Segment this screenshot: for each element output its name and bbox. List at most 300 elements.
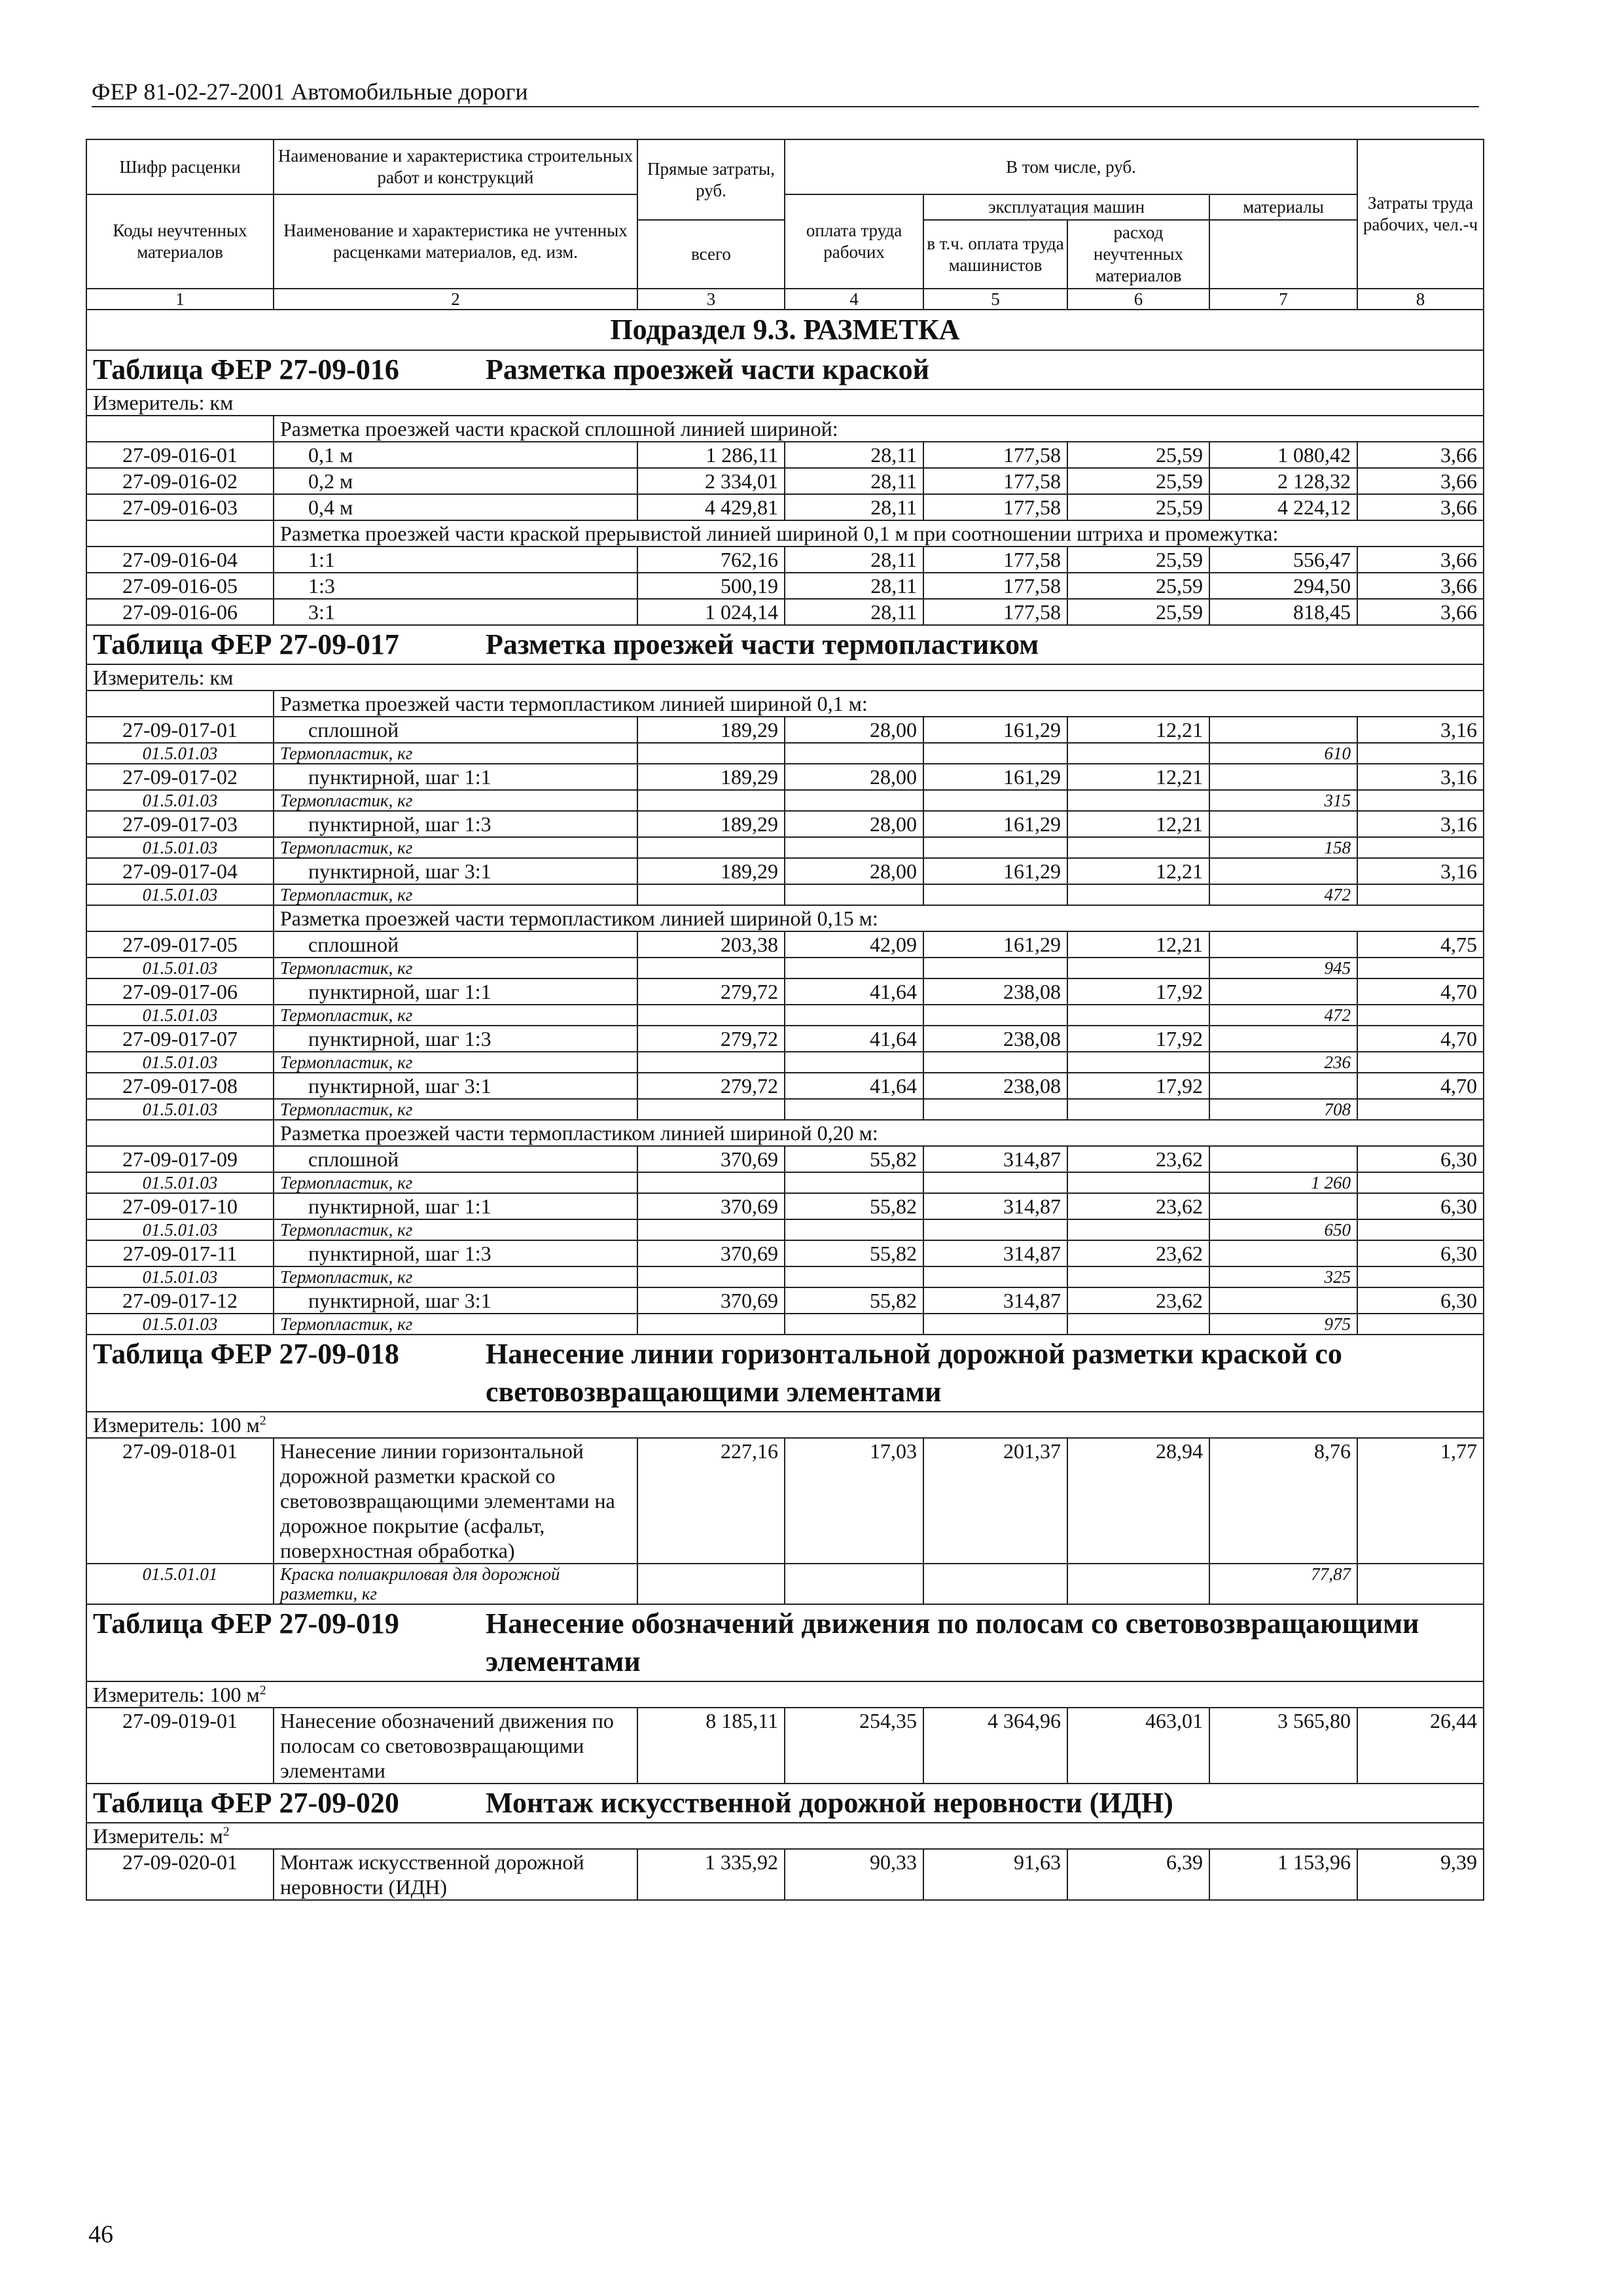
labor-pay: 41,64 xyxy=(785,978,923,1005)
table-row xyxy=(86,858,1484,884)
material-code: 01.5.01.03 xyxy=(86,958,274,978)
rate-name: Нанесение линии горизонтальной дорожной разметки краской со световозвращающими элементами на дорожное покрытие (асфальт, поверхностная обработка) xyxy=(274,1438,637,1564)
material-code: 01.5.01.03 xyxy=(86,884,274,905)
materials-cost xyxy=(1209,931,1357,958)
col-header-machines: эксплуатация машин xyxy=(923,194,1209,220)
table-row xyxy=(86,978,1484,1005)
labor-pay: 90,33 xyxy=(785,1849,923,1900)
table-row xyxy=(86,1193,1484,1219)
machine-total: 161,29 xyxy=(923,858,1067,884)
table-name: Нанесение обозначений движения по полосам со световозвращающими элементами xyxy=(486,1607,1419,1677)
measure-unit xyxy=(86,664,1484,691)
direct-cost: 8 185,11 xyxy=(637,1708,785,1784)
material-qty: 945 xyxy=(1209,958,1357,978)
measure-row xyxy=(86,1823,1484,1849)
direct-cost: 1 335,92 xyxy=(637,1849,785,1900)
labor-pay: 41,64 xyxy=(785,1026,923,1052)
table-row xyxy=(86,811,1484,837)
worker-hours: 3,16 xyxy=(1357,811,1484,837)
rate-name: пунктирной, шаг 1:3 xyxy=(274,1026,637,1052)
empty-cell xyxy=(785,743,923,764)
empty-cell xyxy=(1357,1172,1484,1193)
machine-labor: 6,39 xyxy=(1067,1849,1209,1900)
rate-code: 27-09-016-02 xyxy=(86,468,274,494)
col-number: 7 xyxy=(1209,289,1357,310)
direct-cost: 227,16 xyxy=(637,1438,785,1564)
col-header-incl: В том числе, руб. xyxy=(785,139,1357,194)
table-row xyxy=(86,573,1484,599)
material-qty: 610 xyxy=(1209,743,1357,764)
empty-cell xyxy=(923,1564,1067,1604)
worker-hours: 3,66 xyxy=(1357,573,1484,599)
group-label: Разметка проезжей части краской прерывистой линией шириной 0,1 м при соотношении штриха и промежутка: xyxy=(274,520,1484,547)
empty-cell xyxy=(923,1172,1067,1193)
labor-pay: 28,00 xyxy=(785,858,923,884)
rate-name: пунктирной, шаг 1:3 xyxy=(274,811,637,837)
empty-cell xyxy=(1357,790,1484,811)
measure-row xyxy=(86,664,1484,691)
material-name: Термопластик, кг xyxy=(274,1172,637,1193)
empty-cell xyxy=(785,1564,923,1604)
empty-cell xyxy=(1357,743,1484,764)
labor-pay: 28,11 xyxy=(785,547,923,573)
material-qty: 158 xyxy=(1209,837,1357,858)
measure-text: Измеритель: м xyxy=(93,1824,223,1848)
group-label: Разметка проезжей части краской сплошной линией шириной: xyxy=(274,416,1484,442)
measure-text: Измеритель: км xyxy=(93,391,234,414)
empty-cell xyxy=(1357,958,1484,978)
rate-code: 27-09-016-01 xyxy=(86,442,274,468)
col-number: 3 xyxy=(637,289,785,310)
table-code: Таблица ФЕР 27-09-020 xyxy=(93,1787,399,1819)
worker-hours: 3,16 xyxy=(1357,858,1484,884)
machine-total: 161,29 xyxy=(923,717,1067,743)
group-row xyxy=(86,520,1484,547)
empty-cell xyxy=(1067,743,1209,764)
machine-total: 161,29 xyxy=(923,811,1067,837)
empty-cell xyxy=(923,1052,1067,1073)
empty-cell xyxy=(785,958,923,978)
rate-code: 27-09-016-05 xyxy=(86,573,274,599)
col-header-code: Шифр расценки xyxy=(86,139,274,194)
group-row xyxy=(86,691,1484,717)
rate-code: 27-09-020-01 xyxy=(86,1849,274,1900)
col-header-mach-total: всего xyxy=(637,220,785,289)
group-row xyxy=(86,905,1484,931)
empty-cell xyxy=(785,884,923,905)
measure-unit xyxy=(86,389,1484,416)
machine-total: 177,58 xyxy=(923,442,1067,468)
direct-cost: 370,69 xyxy=(637,1146,785,1172)
table-row xyxy=(86,1073,1484,1099)
direct-cost: 4 429,81 xyxy=(637,494,785,520)
material-qty: 650 xyxy=(1209,1219,1357,1240)
rate-name: пунктирной, шаг 1:1 xyxy=(274,978,637,1005)
material-qty: 325 xyxy=(1209,1266,1357,1287)
material-code: 01.5.01.03 xyxy=(86,790,274,811)
col-number: 1 xyxy=(86,289,274,310)
worker-hours: 4,70 xyxy=(1357,978,1484,1005)
section-row xyxy=(86,310,1484,350)
rate-name: 1:1 xyxy=(274,547,637,573)
machine-total: 238,08 xyxy=(923,1026,1067,1052)
empty-cell xyxy=(1067,837,1209,858)
machine-labor: 23,62 xyxy=(1067,1240,1209,1266)
rate-code: 27-09-017-08 xyxy=(86,1073,274,1099)
material-code: 01.5.01.03 xyxy=(86,1005,274,1026)
direct-cost: 189,29 xyxy=(637,858,785,884)
material-name: Термопластик, кг xyxy=(274,743,637,764)
materials-cost: 818,45 xyxy=(1209,599,1357,625)
table-title-row xyxy=(86,1335,1484,1412)
material-row xyxy=(86,743,1484,764)
materials-cost xyxy=(1209,1026,1357,1052)
empty-cell xyxy=(1067,958,1209,978)
worker-hours: 3,66 xyxy=(1357,494,1484,520)
empty-cell xyxy=(1357,837,1484,858)
col-header-workers: Затраты труда рабочих, чел.-ч xyxy=(1357,139,1484,289)
machine-total: 177,58 xyxy=(923,547,1067,573)
material-qty: 708 xyxy=(1209,1099,1357,1120)
rate-code: 27-09-017-06 xyxy=(86,978,274,1005)
empty-cell xyxy=(785,1219,923,1240)
machine-total: 314,87 xyxy=(923,1193,1067,1219)
empty-cell xyxy=(637,884,785,905)
group-row xyxy=(86,416,1484,442)
labor-pay: 55,82 xyxy=(785,1240,923,1266)
material-code: 01.5.01.03 xyxy=(86,1314,274,1335)
machine-labor: 25,59 xyxy=(1067,547,1209,573)
table-code: Таблица ФЕР 27-09-017 xyxy=(93,628,399,660)
table-name: Разметка проезжей части термопластиком xyxy=(486,628,1039,660)
materials-cost xyxy=(1209,811,1357,837)
material-row xyxy=(86,1005,1484,1026)
table-row xyxy=(86,931,1484,958)
material-qty: 472 xyxy=(1209,1005,1357,1026)
col-number: 8 xyxy=(1357,289,1484,310)
group-spacer xyxy=(86,1120,274,1146)
empty-cell xyxy=(923,790,1067,811)
empty-cell xyxy=(637,1219,785,1240)
empty-cell xyxy=(923,1219,1067,1240)
table-code: Таблица ФЕР 27-09-016 xyxy=(93,353,399,386)
worker-hours: 26,44 xyxy=(1357,1708,1484,1784)
empty-cell xyxy=(785,1005,923,1026)
material-row xyxy=(86,1099,1484,1120)
rate-code: 27-09-017-12 xyxy=(86,1287,274,1314)
empty-cell xyxy=(637,1266,785,1287)
empty-cell xyxy=(785,837,923,858)
table-row xyxy=(86,547,1484,573)
rate-name: сплошной xyxy=(274,717,637,743)
material-qty: 975 xyxy=(1209,1314,1357,1335)
materials-cost: 294,50 xyxy=(1209,573,1357,599)
materials-cost: 4 224,12 xyxy=(1209,494,1357,520)
worker-hours: 6,30 xyxy=(1357,1193,1484,1219)
material-row xyxy=(86,958,1484,978)
empty-cell xyxy=(1357,1266,1484,1287)
machine-labor: 12,21 xyxy=(1067,931,1209,958)
empty-cell xyxy=(1357,1564,1484,1604)
labor-pay: 41,64 xyxy=(785,1073,923,1099)
worker-hours: 3,16 xyxy=(1357,717,1484,743)
table-title xyxy=(86,625,1484,664)
empty-cell xyxy=(1067,1172,1209,1193)
labor-pay: 17,03 xyxy=(785,1438,923,1564)
table-title xyxy=(86,350,1484,389)
rate-code: 27-09-017-05 xyxy=(86,931,274,958)
material-name: Термопластик, кг xyxy=(274,1219,637,1240)
machine-labor: 17,92 xyxy=(1067,1073,1209,1099)
group-label: Разметка проезжей части термопластиком линией шириной 0,20 м: xyxy=(274,1120,1484,1146)
material-name: Краска полиакриловая для дорожной разметки, кг xyxy=(274,1564,637,1604)
materials-cost: 556,47 xyxy=(1209,547,1357,573)
materials-cost xyxy=(1209,858,1357,884)
table-code: Таблица ФЕР 27-09-018 xyxy=(93,1338,399,1370)
table-title-row xyxy=(86,1604,1484,1681)
machine-total: 177,58 xyxy=(923,494,1067,520)
direct-cost: 203,38 xyxy=(637,931,785,958)
materials-cost xyxy=(1209,1193,1357,1219)
direct-cost: 1 024,14 xyxy=(637,599,785,625)
col-header-mat-expense: расход неучтенных материалов xyxy=(1067,220,1209,289)
empty-cell xyxy=(637,790,785,811)
rate-name: пунктирной, шаг 1:1 xyxy=(274,764,637,790)
machine-total: 201,37 xyxy=(923,1438,1067,1564)
rate-code: 27-09-017-01 xyxy=(86,717,274,743)
material-name: Термопластик, кг xyxy=(274,1099,637,1120)
rate-code: 27-09-016-06 xyxy=(86,599,274,625)
machine-labor: 25,59 xyxy=(1067,442,1209,468)
empty-cell xyxy=(785,1314,923,1335)
worker-hours: 3,66 xyxy=(1357,547,1484,573)
labor-pay: 254,35 xyxy=(785,1708,923,1784)
machine-total: 314,87 xyxy=(923,1287,1067,1314)
page-header: ФЕР 81-02-27-2001 Автомобильные дороги xyxy=(92,77,1479,107)
direct-cost: 189,29 xyxy=(637,717,785,743)
machine-labor: 25,59 xyxy=(1067,573,1209,599)
empty-cell xyxy=(923,837,1067,858)
machine-labor: 23,62 xyxy=(1067,1146,1209,1172)
rate-name: сплошной xyxy=(274,931,637,958)
col-header-direct: Прямые затраты, руб. xyxy=(637,139,785,220)
materials-cost: 8,76 xyxy=(1209,1438,1357,1564)
rate-code: 27-09-017-04 xyxy=(86,858,274,884)
empty-cell xyxy=(637,837,785,858)
empty-cell xyxy=(637,1005,785,1026)
header-row-1 xyxy=(86,139,1484,194)
empty-cell xyxy=(923,1314,1067,1335)
col-header-labor-pay: оплата труда рабочих xyxy=(785,194,923,289)
column-numbers-row xyxy=(86,289,1484,310)
material-qty: 1 260 xyxy=(1209,1172,1357,1193)
table-row xyxy=(86,1146,1484,1172)
table-title xyxy=(86,1784,1484,1823)
machine-labor: 12,21 xyxy=(1067,858,1209,884)
materials-cost xyxy=(1209,1240,1357,1266)
materials-cost xyxy=(1209,1287,1357,1314)
material-row xyxy=(86,1314,1484,1335)
machine-labor: 25,59 xyxy=(1067,468,1209,494)
machine-labor: 17,92 xyxy=(1067,1026,1209,1052)
material-code: 01.5.01.01 xyxy=(86,1564,274,1604)
col-header-mach-labor: в т.ч. оплата труда машинистов xyxy=(923,220,1067,289)
rate-code: 27-09-017-03 xyxy=(86,811,274,837)
empty-cell xyxy=(785,790,923,811)
material-code: 01.5.01.03 xyxy=(86,1052,274,1073)
measure-text: Измеритель: 100 м xyxy=(93,1683,260,1706)
rate-name: пунктирной, шаг 3:1 xyxy=(274,1073,637,1099)
material-name: Термопластик, кг xyxy=(274,837,637,858)
table-row xyxy=(86,1708,1484,1784)
group-spacer xyxy=(86,905,274,931)
machine-total: 177,58 xyxy=(923,573,1067,599)
material-qty: 236 xyxy=(1209,1052,1357,1073)
material-row xyxy=(86,1219,1484,1240)
material-code: 01.5.01.03 xyxy=(86,1172,274,1193)
worker-hours: 6,30 xyxy=(1357,1287,1484,1314)
material-qty: 315 xyxy=(1209,790,1357,811)
group-spacer xyxy=(86,520,274,547)
table-title-row xyxy=(86,625,1484,664)
direct-cost: 279,72 xyxy=(637,978,785,1005)
rate-name: сплошной xyxy=(274,1146,637,1172)
empty-cell xyxy=(1357,1219,1484,1240)
table-row xyxy=(86,468,1484,494)
machine-total: 161,29 xyxy=(923,764,1067,790)
rate-name: пунктирной, шаг 1:3 xyxy=(274,1240,637,1266)
labor-pay: 28,00 xyxy=(785,717,923,743)
machine-labor: 28,94 xyxy=(1067,1438,1209,1564)
rate-code: 27-09-017-02 xyxy=(86,764,274,790)
material-code: 01.5.01.03 xyxy=(86,837,274,858)
machine-total: 161,29 xyxy=(923,931,1067,958)
direct-cost: 500,19 xyxy=(637,573,785,599)
material-row xyxy=(86,1266,1484,1287)
rate-code: 27-09-017-07 xyxy=(86,1026,274,1052)
table-row xyxy=(86,1026,1484,1052)
table-title-row xyxy=(86,350,1484,389)
group-spacer xyxy=(86,416,274,442)
empty-cell xyxy=(785,1266,923,1287)
materials-cost xyxy=(1209,764,1357,790)
worker-hours: 6,30 xyxy=(1357,1146,1484,1172)
direct-cost: 189,29 xyxy=(637,811,785,837)
material-name: Термопластик, кг xyxy=(274,958,637,978)
col-number: 4 xyxy=(785,289,923,310)
empty-cell xyxy=(637,1564,785,1604)
direct-cost: 279,72 xyxy=(637,1026,785,1052)
table-code: Таблица ФЕР 27-09-019 xyxy=(93,1607,399,1640)
rate-name: 1:3 xyxy=(274,573,637,599)
material-code: 01.5.01.03 xyxy=(86,743,274,764)
price-table xyxy=(86,139,1484,1901)
materials-cost xyxy=(1209,978,1357,1005)
worker-hours: 6,30 xyxy=(1357,1240,1484,1266)
rate-name: Монтаж искусственной дорожной неровности (ИДН) xyxy=(274,1849,637,1900)
direct-cost: 370,69 xyxy=(637,1193,785,1219)
col-header-unaccounted-names: Наименование и характеристика не учтенных расценками материалов, ед. изм. xyxy=(274,194,637,289)
empty-cell xyxy=(1067,1052,1209,1073)
empty-cell xyxy=(1357,1099,1484,1120)
machine-total: 4 364,96 xyxy=(923,1708,1067,1784)
measure-text: Измеритель: км xyxy=(93,666,234,689)
worker-hours: 3,66 xyxy=(1357,442,1484,468)
machine-total: 314,87 xyxy=(923,1146,1067,1172)
empty-cell xyxy=(785,1099,923,1120)
labor-pay: 55,82 xyxy=(785,1287,923,1314)
machine-labor: 17,92 xyxy=(1067,978,1209,1005)
empty-cell xyxy=(923,1005,1067,1026)
table-row xyxy=(86,1438,1484,1564)
material-name: Термопластик, кг xyxy=(274,1005,637,1026)
measure-row xyxy=(86,389,1484,416)
machine-labor: 12,21 xyxy=(1067,764,1209,790)
material-qty: 77,87 xyxy=(1209,1564,1357,1604)
labor-pay: 28,11 xyxy=(785,468,923,494)
material-name: Термопластик, кг xyxy=(274,884,637,905)
materials-cost xyxy=(1209,1073,1357,1099)
direct-cost: 279,72 xyxy=(637,1073,785,1099)
rate-code: 27-09-017-09 xyxy=(86,1146,274,1172)
table-row xyxy=(86,494,1484,520)
rate-name: 0,1 м xyxy=(274,442,637,468)
machine-total: 238,08 xyxy=(923,978,1067,1005)
group-label: Разметка проезжей части термопластиком линией шириной 0,1 м: xyxy=(274,691,1484,717)
empty-cell xyxy=(1067,790,1209,811)
material-row xyxy=(86,790,1484,811)
empty-cell xyxy=(1357,1052,1484,1073)
worker-hours: 4,70 xyxy=(1357,1026,1484,1052)
empty-cell xyxy=(785,1172,923,1193)
empty-cell xyxy=(637,1099,785,1120)
col-number: 2 xyxy=(274,289,637,310)
table-row xyxy=(86,599,1484,625)
material-code: 01.5.01.03 xyxy=(86,1266,274,1287)
labor-pay: 28,00 xyxy=(785,811,923,837)
materials-cost: 1 080,42 xyxy=(1209,442,1357,468)
labor-pay: 28,00 xyxy=(785,764,923,790)
rate-name: Нанесение обозначений движения по полосам со световозвращающими элементами xyxy=(274,1708,637,1784)
table-row xyxy=(86,764,1484,790)
measure-exponent: 2 xyxy=(223,1824,230,1839)
labor-pay: 28,11 xyxy=(785,599,923,625)
machine-labor: 12,21 xyxy=(1067,811,1209,837)
worker-hours: 3,16 xyxy=(1357,764,1484,790)
rate-name: 0,4 м xyxy=(274,494,637,520)
table-title-row xyxy=(86,1784,1484,1823)
empty-cell xyxy=(1067,1314,1209,1335)
material-name: Термопластик, кг xyxy=(274,1314,637,1335)
measure-text: Измеритель: 100 м xyxy=(93,1413,260,1437)
measure-exponent: 2 xyxy=(259,1683,266,1698)
group-row xyxy=(86,1120,1484,1146)
material-code: 01.5.01.03 xyxy=(86,1099,274,1120)
table-title xyxy=(86,1335,1484,1412)
direct-cost: 370,69 xyxy=(637,1240,785,1266)
direct-cost: 1 286,11 xyxy=(637,442,785,468)
direct-cost: 2 334,01 xyxy=(637,468,785,494)
material-name: Термопластик, кг xyxy=(274,1052,637,1073)
machine-total: 91,63 xyxy=(923,1849,1067,1900)
col-number: 6 xyxy=(1067,289,1209,310)
table-name: Монтаж искусственной дорожной неровности (ИДН) xyxy=(486,1787,1173,1819)
rate-code: 27-09-018-01 xyxy=(86,1438,274,1564)
table-row xyxy=(86,717,1484,743)
empty-cell xyxy=(785,1052,923,1073)
empty-cell xyxy=(637,1314,785,1335)
table-name: Нанесение линии горизонтальной дорожной разметки краской со световозвращающими элементами xyxy=(486,1338,1342,1408)
